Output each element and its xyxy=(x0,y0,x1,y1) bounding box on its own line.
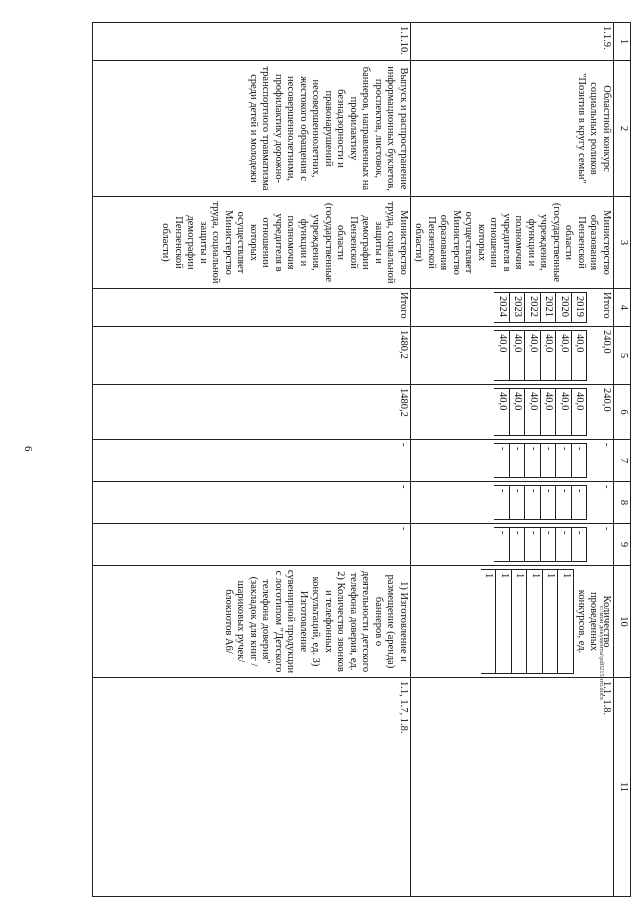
program-table xyxy=(92,22,631,897)
regional-budget-column xyxy=(411,385,614,440)
value-cell: - xyxy=(572,528,588,562)
indicator-text: 1) Изготовление и размещение (аренда) баннеров о деятельности детского телефона доверия, ед. 2) Количество звонков и телефонных консультаций, ед. 3) Изготовление сувенирной продукции с логотипом "Детского телефона доверия" (закладок для книг / шариковых ручек/ блокнотов А6/ xyxy=(93,566,411,678)
total-value: - xyxy=(93,524,411,566)
table-row xyxy=(93,23,411,897)
value-cell: - xyxy=(510,486,526,520)
value-cell: - xyxy=(525,486,541,520)
row-number: 1.1.10. xyxy=(93,23,411,61)
link-column: 1.1, 1.7, 1.8. xyxy=(93,678,411,897)
value-cell: - xyxy=(541,444,557,478)
value-cell: 40,0 xyxy=(510,389,526,436)
value-cell: 40,0 xyxy=(556,331,572,381)
value-cell: 40,0 xyxy=(541,389,557,436)
value-cell: - xyxy=(525,528,541,562)
year-cell: 2019 xyxy=(572,293,588,323)
executor: Министерство труда, социальной защиты и демографии Пензенской области (государственные учреждения, функции и полномочия учредителя в отношении которых осуществляет Министерство труда, социальной защиты и демографии Пензенской области) xyxy=(93,197,411,289)
value-cell: - xyxy=(495,528,510,562)
row-number: 1.1.9. xyxy=(411,23,614,61)
indicator-value: 1 xyxy=(481,570,496,674)
measure-name: Выпуск и распространение информационных буклетов, проспектов, листовок, баннеров, направленных на профилактику безнадзорности и правонарушений несовершеннолетних, жестокого обращения с несовершеннолетними, профилактику дорожно-транспортного травматизма среди детей и молодежи xyxy=(93,61,411,197)
total-label: Итого xyxy=(93,289,411,327)
value-cell: - xyxy=(556,486,572,520)
extra-budget-column xyxy=(411,524,614,566)
header-cell: 8 xyxy=(614,482,631,524)
years-list xyxy=(495,292,588,323)
indicator-value: 1 xyxy=(527,570,543,674)
header-cell: 4 xyxy=(614,289,631,327)
value-cell: 40,0 xyxy=(495,389,510,436)
total-value: - xyxy=(601,485,612,489)
link-column: 1.1, 1.8. xyxy=(411,678,614,897)
header-cell: 11 xyxy=(614,678,631,897)
value-cell: - xyxy=(541,486,557,520)
local-budget-column xyxy=(411,482,614,524)
indicator-column xyxy=(411,566,614,678)
footer-file-path: c:\мои документы\pd0215-пп.docx xyxy=(598,606,605,701)
value-cell: - xyxy=(572,444,588,478)
value-cell: 40,0 xyxy=(510,331,526,381)
header-cell: 6 xyxy=(614,385,631,440)
table-row xyxy=(411,23,614,897)
value-cell: - xyxy=(495,486,510,520)
value-cell: 40,0 xyxy=(556,389,572,436)
measure-name: Областной конкурс социальных роликов "Позитив в кругу семьи" xyxy=(411,61,614,197)
header-cell: 1 xyxy=(614,23,631,61)
page-number: 6 xyxy=(22,446,34,452)
total-value: - xyxy=(93,482,411,524)
total-label: Итого xyxy=(601,292,612,319)
year-cell: 2024 xyxy=(495,293,510,323)
value-cell: - xyxy=(510,444,526,478)
header-cell: 10 xyxy=(614,566,631,678)
year-column xyxy=(411,289,614,327)
header-row xyxy=(614,23,631,897)
year-cell: 2022 xyxy=(525,293,541,323)
value-cell: - xyxy=(510,528,526,562)
value-cell: - xyxy=(525,444,541,478)
value-cell: - xyxy=(495,444,510,478)
indicator-value: 1 xyxy=(496,570,512,674)
total-value: 1480,2 xyxy=(93,385,411,440)
budget-total-column xyxy=(411,327,614,385)
value-cell: 40,0 xyxy=(525,389,541,436)
total-value: 240,0 xyxy=(601,388,612,412)
indicator-value: 1 xyxy=(543,570,559,674)
value-cell: 40,0 xyxy=(495,331,510,381)
indicator-value: 1 xyxy=(558,570,574,674)
year-cell: 2020 xyxy=(556,293,572,323)
total-value: 1480,2 xyxy=(93,327,411,385)
total-value: - xyxy=(601,527,612,531)
header-cell: 2 xyxy=(614,61,631,197)
header-cell: 9 xyxy=(614,524,631,566)
value-cell: 40,0 xyxy=(525,331,541,381)
federal-budget-column xyxy=(411,440,614,482)
total-value: - xyxy=(601,443,612,447)
total-value: 240,0 xyxy=(601,330,612,354)
header-cell: 3 xyxy=(614,197,631,289)
value-cell: - xyxy=(556,528,572,562)
rotated-table-container xyxy=(91,22,631,896)
value-cell: - xyxy=(572,486,588,520)
value-cell: 40,0 xyxy=(541,331,557,381)
header-cell: 7 xyxy=(614,440,631,482)
total-value: - xyxy=(93,440,411,482)
header-cell: 5 xyxy=(614,327,631,385)
value-cell: - xyxy=(541,528,557,562)
value-cell: 40,0 xyxy=(572,331,588,381)
year-cell: 2021 xyxy=(541,293,557,323)
executor: Министерство образования Пензенской области (государственные учреждения, функции и полномочия учредителя в отношении которых осуществляет Министерство образования Пензенской области) xyxy=(411,197,614,289)
value-cell: - xyxy=(556,444,572,478)
value-cell: 40,0 xyxy=(572,389,588,436)
indicator-value: 1 xyxy=(512,570,528,674)
indicator-text: Количество проведенных конкурсов, ед. xyxy=(576,589,612,654)
year-cell: 2023 xyxy=(510,293,526,323)
